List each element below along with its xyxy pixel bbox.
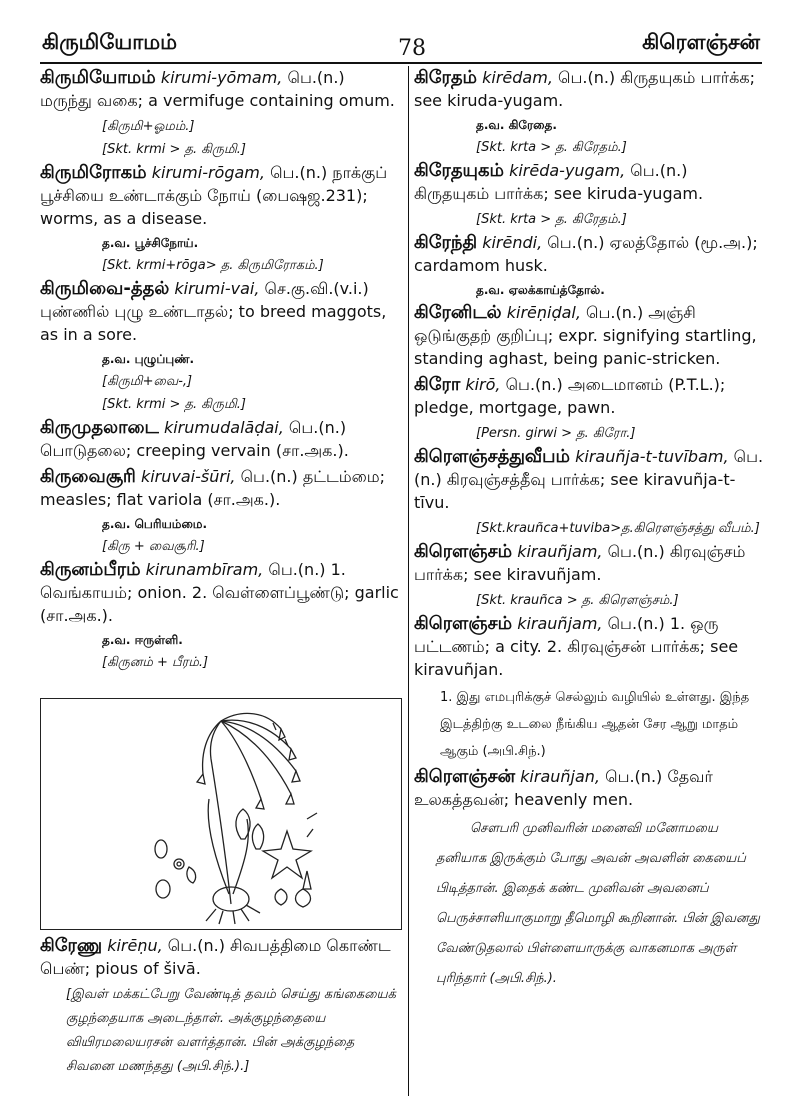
entry-body: [414, 540, 764, 586]
dictionary-entry: [414, 612, 764, 681]
definition: பெ.(n.) 1. ஒரு பட்டணம்; a city. 2. கிரவுஞ்சன் பார்க்க; see kiravuñjan.: [414, 614, 739, 679]
definition: பெ.(n.) கிருதயுகம் பார்க்க; see kiruda-yugam.: [414, 68, 755, 110]
definition: பெ.(n.) அடைமானம் (P.T.L.); pledge, mortgage, pawn.: [414, 375, 726, 417]
headword: கிரௌஞ்சன்: [414, 766, 516, 787]
entry-body: [414, 445, 764, 514]
left-guide-word: கிருமியோமம்: [42, 30, 178, 54]
definition: பெ.(n.) தேவர் உலகத்தவன்; heavenly men.: [414, 767, 713, 809]
transliteration: kirauñjan,: [520, 767, 601, 786]
headword: கிருமியோமம்: [40, 67, 156, 88]
plant-drawing: [41, 699, 399, 927]
tamil-word: த.வ. ஏலக்காய்த்தோல்.: [476, 283, 605, 297]
transliteration: kirēdam,: [482, 68, 553, 87]
etymology: [Skt. krmi > த. கிருமி.]: [102, 397, 246, 412]
page-number: 78: [398, 36, 426, 61]
headword: கிருவைசூரி: [40, 466, 136, 487]
transliteration: kirumi-vai,: [174, 279, 260, 298]
headword: கிரேதம்: [414, 67, 478, 88]
etymology: [Persn. girwi > த. கிரோ.]: [476, 426, 636, 441]
entry-body: [40, 161, 400, 230]
headword: கிரோ: [414, 374, 461, 395]
dictionary-entry: [40, 465, 400, 558]
definition: பெ.(n.) கிருதயுகம் பார்க்க; see kiruda-yugam.: [414, 161, 704, 203]
headword: கிரேந்தி: [414, 232, 478, 253]
headword: கிரேதயுகம்: [414, 160, 504, 181]
header-rule: [40, 62, 762, 64]
tamil-word: த.வ. கிரேதை.: [476, 118, 557, 132]
headword: கிரௌஞ்சம்: [414, 541, 513, 562]
definition: பெ.(n.) கிரவுஞ்சத்தீவு பார்க்க; see kiravuñja-t-tīvu.: [414, 447, 764, 512]
entry-body: [40, 465, 400, 511]
definition: பெ.(n.) சிவபத்திமை கொண்ட பெண்; pious of šivā.: [40, 936, 391, 978]
definition: பெ.(n.) 1. வெங்காயம்; onion. 2. வெள்ளைப்பூண்டு; garlic (சா.அக.).: [40, 560, 399, 625]
transliteration: kirēṇiḍal,: [506, 303, 581, 322]
story-paragraph: சௌபரி முனிவரின் மனைவி மனோமயை தனியாக இருக்கும் போது அவன் அவளின் கையைப் பிடித்தான். இதைக் கண்ட முனிவன் அவனைப் பெருச்சாளியாகுமாறு தீமொழி கூறினான். பின் இவனது வேண்டுதலால் பிள்ளையாருக்கு வாகனமாக அருள் புரிந்தார் (அபி.சிந்.).: [436, 821, 760, 986]
headword: கிருனம்பீரம்: [40, 559, 141, 580]
headword: கிருமுதலாடை: [40, 417, 159, 438]
headword: கிரேனிடல்: [414, 302, 502, 323]
entry-body: [414, 373, 764, 419]
dictionary-entry: [40, 558, 400, 674]
entry-body: [40, 416, 400, 462]
etymology: [கிரு + வைசூரி.]: [102, 539, 205, 554]
column-divider: [408, 66, 409, 1096]
dictionary-entry: [414, 373, 764, 445]
entry-body: [414, 301, 764, 370]
etymology: [Skt.krauñca+tuviba>த.கிரௌஞ்சத்து வீபம்.]: [476, 521, 760, 536]
dictionary-entry: [414, 66, 764, 159]
definition: பெ.(n.) மருந்து வகை; a vermifuge containing omum.: [40, 68, 395, 110]
right-column: [414, 66, 764, 994]
dictionary-entry: [40, 416, 400, 462]
dictionary-entry: [414, 159, 764, 231]
transliteration: kirauñja-t-tuvībam,: [575, 447, 729, 466]
transliteration: kirēda-yugam,: [509, 161, 626, 180]
etymology: [கிருமி+வை-,]: [102, 374, 193, 389]
dictionary-entry: [414, 231, 764, 301]
entry-body: [40, 66, 400, 112]
headword: கிருமிரோகம்: [40, 162, 147, 183]
etymology: [Skt. krta > த. கிரேதம்.]: [476, 212, 627, 227]
headword: கிரேணு: [40, 935, 103, 956]
tamil-word: த.வ. பூச்சிநோய்.: [102, 236, 199, 250]
plant-illustration: [40, 698, 402, 930]
dictionary-entry: [40, 161, 400, 277]
right-guide-word: கிரௌஞ்சன்: [642, 30, 760, 54]
tamil-word: த.வ. ஈருள்ளி.: [102, 633, 183, 647]
definition: பெ.(n.) தட்டம்மை; measles; flat variola (சா.அக.).: [40, 467, 385, 509]
footnote: 1. இது எமபுரிக்குச் செல்லும் வழியில் உள்ளது. இந்த இடத்திற்கு உடலை நீங்கிய ஆதன் சேர ஆறு மாதம் ஆகும் (அபி.சிந்.): [440, 690, 750, 759]
dictionary-entry: [414, 301, 764, 370]
definition: செ.கு.வி.(v.i.) புண்ணில் புழு உண்டாதல்; to breed maggots, as in a sore.: [40, 279, 387, 344]
transliteration: kiruvai-šūri,: [140, 467, 236, 486]
transliteration: kirauñjam,: [517, 614, 603, 633]
definition: பெ.(n.) கிரவுஞ்சம் பார்க்க; see kiravuñjam.: [414, 542, 746, 584]
tamil-word: த.வ. புழுப்புண்.: [102, 352, 195, 366]
page-header: [0, 0, 800, 61]
headword: கிரௌஞ்சம்: [414, 613, 513, 634]
transliteration: kirēṇu,: [107, 936, 163, 955]
dictionary-entry: [40, 277, 400, 416]
definition: பெ.(n.) அஞ்சி ஒடுங்குதற் குறிப்பு; expr. signifying startling, standing aghast, being panic-stricken.: [414, 303, 757, 368]
definition: பெ.(n.) நாக்குப் பூச்சியை உண்டாக்கும் நோய் (பைஷஜ.231); worms, as a disease.: [40, 163, 388, 228]
entry-kirauncan: [414, 765, 764, 811]
headword: கிரௌஞ்சத்துவீபம்: [414, 446, 571, 467]
transliteration: kirunambīram,: [145, 560, 264, 579]
definition: பெ.(n.) ஏலத்தோல் (மூ.அ.); cardamom husk.: [414, 233, 758, 275]
etymology: [கிருனம் + பீரம்.]: [102, 655, 209, 670]
story-note: [இவள் மக்கட்பேறு வேண்டித் தவம் செய்து கங்கையைக் குழந்தையாக அடைந்தாள். அக்குழந்தையை வியிரமலையரசன் வளர்த்தான். பின் அக்குழந்தை சிவனை மணந்தது (அபி.சிந்.).]: [66, 987, 396, 1074]
transliteration: kirumi-yōmam,: [160, 68, 283, 87]
left-column: [40, 66, 400, 674]
transliteration: kirauñjam,: [517, 542, 603, 561]
headword: கிருமிவை-த்தல்: [40, 278, 170, 299]
etymology: [Skt. krauñca > த. கிரௌஞ்சம்.]: [476, 593, 679, 608]
transliteration: kirō,: [465, 375, 501, 394]
dictionary-entry: [414, 540, 764, 612]
etymology: [Skt. krta > த. கிரேதம்.]: [476, 140, 627, 155]
entry-body: [40, 277, 400, 346]
transliteration: kirēndi,: [482, 233, 543, 252]
entry-body: [40, 558, 400, 627]
entry-body: [40, 934, 400, 980]
etymology: [Skt. krmi+rōga> த. கிருமிரோகம்.]: [102, 258, 324, 273]
transliteration: kirumudalāḍai,: [163, 418, 284, 437]
entry-body: [414, 159, 764, 205]
dictionary-entry: [40, 66, 400, 161]
entry-body: [414, 231, 764, 277]
etymology: [Skt. krmi > த. கிருமி.]: [102, 142, 246, 157]
tamil-word: த.வ. பெரியம்மை.: [102, 517, 208, 531]
transliteration: kirumi-rōgam,: [151, 163, 265, 182]
etymology: [கிருமி+ஓமம்.]: [102, 119, 195, 134]
dictionary-entry: [414, 445, 764, 540]
entry-body: [414, 612, 764, 681]
entry-body: [414, 66, 764, 112]
entry-kirenu: [40, 934, 400, 1079]
definition: பெ.(n.) பொடுதலை; creeping vervain (சா.அக.).: [40, 418, 349, 460]
